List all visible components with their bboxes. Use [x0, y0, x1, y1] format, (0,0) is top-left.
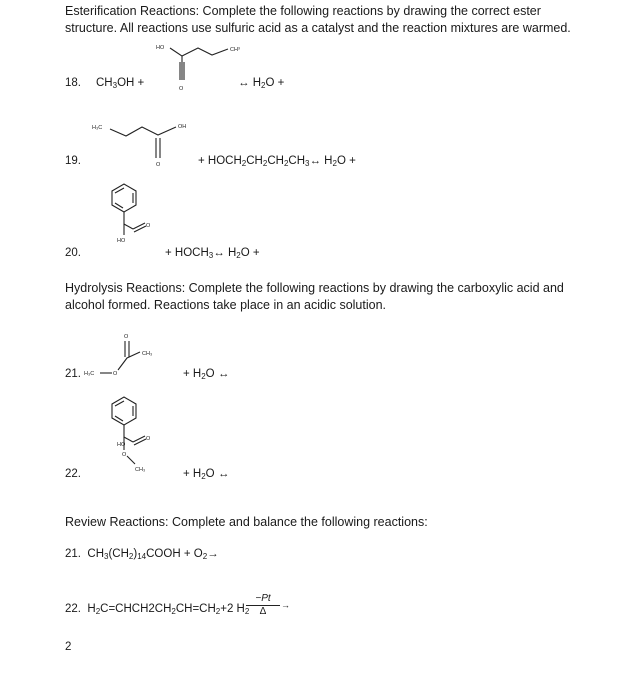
- problem-18-structure: [150, 38, 260, 98]
- problem-22h-structure: [95, 394, 175, 479]
- p21h-label-ch3: CH₃: [142, 351, 153, 357]
- p19-bond-chain: [110, 127, 176, 136]
- problem-21h-number: 21.: [65, 368, 81, 380]
- esterification-heading-line2: structure. All reactions use sulfuric acid as a catalyst and the reaction mixtures are warmed.: [65, 21, 571, 35]
- hydrolysis-heading-line2: alcohol formed. Reactions take place in an acidic solution.: [65, 298, 387, 312]
- p19-label-oh: OH: [178, 124, 187, 130]
- problem-22h-equation: + $H_2O$ ↔: [183, 468, 230, 481]
- problem-18-reactant: $CH_3OH$ +: [96, 77, 145, 90]
- p20-bond-co-double: [133, 223, 145, 229]
- problem-22r-condition-fraction: [246, 593, 280, 618]
- review-heading: Review Reactions: Complete and balance the following reactions:: [65, 515, 428, 529]
- p22h-label-ch3: CH₃: [135, 467, 146, 473]
- problem-20-equation: + $HOCH_3\leftrightarrow$ $H_2O$ +: [165, 247, 260, 260]
- p18-label-o: O: [179, 86, 184, 92]
- problem-20-structure: [95, 183, 175, 253]
- p18-label-ho: HO: [156, 45, 165, 51]
- p18-bond-chain: [182, 48, 228, 56]
- problem-22r-arrow: →: [281, 600, 290, 610]
- p22h-bond-ester: [124, 425, 133, 442]
- p22h-bond-co-double: [133, 436, 145, 442]
- p20-label-o: O: [146, 223, 151, 229]
- problem-19-number: 19.: [65, 155, 81, 167]
- problem-20-arrow: ↔: [213, 247, 225, 259]
- problem-22h-number: 22.: [65, 468, 81, 480]
- p22h-bond-o-ch3: [127, 456, 135, 464]
- p19-label-h3c: H₃C: [92, 125, 103, 131]
- p20-bond-carboxyl: [124, 212, 133, 229]
- problem-22r-equation: 22. $H_2C=CHCH2CH_2CH=CH_2+2$ $H_2$: [65, 603, 250, 616]
- p22h-label-ho: HO: [117, 442, 126, 448]
- esterification-heading: [65, 3, 571, 37]
- problem-19-arrow: ↔: [309, 155, 321, 167]
- problem-21h-structure: [84, 328, 194, 383]
- p21h-label-o-top: O: [124, 334, 129, 340]
- p22h-label-o: O: [146, 436, 151, 442]
- p21h-label-o: O: [113, 371, 118, 377]
- p21h-label-h3c: H₃C: [84, 371, 95, 377]
- problem-18-arrow: ↔: [238, 77, 250, 89]
- problem-22r-condition: Δ: [259, 606, 267, 617]
- hydrolysis-heading-line1: Hydrolysis Reactions: Complete the following reactions by drawing the carboxylic acid and: [65, 281, 564, 295]
- problem-19-equation: + $HOCH_2CH_2CH_2CH_3\leftrightarrow$ $H_2O$ +: [198, 155, 356, 168]
- problem-21h-arrow: ↔: [217, 368, 230, 380]
- problem-21r-number: 21.: [65, 548, 81, 560]
- problem-21r-equation: 21. $CH_3(CH_2)_{14}COOH + O_2\to$: [65, 548, 219, 561]
- esterification-heading-line1: Esterification Reactions: Complete the following reactions by drawing the correct ester: [65, 4, 541, 18]
- p19-label-o: O: [156, 162, 161, 168]
- problem-22r-catalyst: −Pt: [246, 593, 280, 606]
- problem-19-structure: [90, 118, 200, 173]
- problem-20-number: 20.: [65, 247, 81, 259]
- p18-label-ch3: CH³: [230, 47, 240, 53]
- problem-21h-equation: + $H_2O$ ↔: [183, 368, 230, 381]
- p20-label-ho: HO: [117, 238, 126, 244]
- page-number: 2: [65, 641, 72, 653]
- p22h-bond-co-double-2: [134, 439, 146, 445]
- problem-22h-arrow: ↔: [217, 468, 230, 480]
- problem-22r-number: 22.: [65, 603, 81, 615]
- problem-18-number: 18.: [65, 77, 81, 89]
- p22h-label-o2: O: [122, 452, 127, 458]
- problem-21r-arrow: →: [207, 548, 219, 560]
- problem-18-products: ↔ $H_2O$ +: [238, 77, 285, 90]
- p20-bond-co-double-2: [134, 226, 146, 232]
- hydrolysis-heading: [65, 280, 564, 314]
